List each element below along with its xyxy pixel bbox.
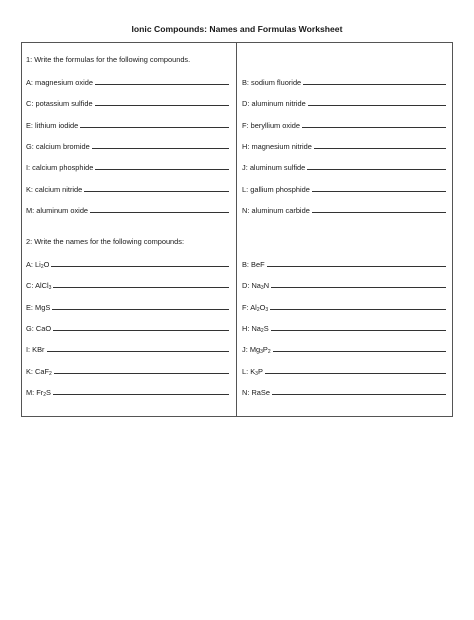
formula-symbol: CaO <box>35 324 52 333</box>
question-section2-left-3 <box>26 323 229 333</box>
compound-name: lithium iodide <box>35 121 79 130</box>
answer-blank[interactable] <box>95 98 229 106</box>
answer-blank[interactable] <box>95 162 229 170</box>
formula-symbol: RaSe <box>251 388 270 397</box>
formula-symbol: Mg <box>249 345 261 354</box>
question-label <box>26 99 93 109</box>
question-section2-left-2 <box>26 302 229 312</box>
answer-blank[interactable] <box>312 184 446 192</box>
question-label <box>242 78 301 88</box>
formula-subscript: 3 <box>255 371 258 377</box>
answer-blank[interactable] <box>80 120 229 128</box>
answer-blank[interactable] <box>90 205 229 213</box>
formula-symbol: P <box>257 367 263 376</box>
question-letter: I: <box>26 345 31 354</box>
formula-subscript: 3 <box>260 349 263 355</box>
question-label <box>242 281 269 291</box>
question-label <box>242 99 306 109</box>
formula-symbol: AlCl <box>35 281 49 290</box>
question-letter: E: <box>26 303 33 312</box>
compound-name: calcium nitride <box>35 185 83 194</box>
answer-blank[interactable] <box>265 366 446 374</box>
answer-blank[interactable] <box>92 141 229 149</box>
question-letter: N: <box>242 388 250 397</box>
question-label <box>242 163 305 173</box>
formula-symbol: Li <box>35 260 41 269</box>
formula-symbol: BeF <box>251 260 265 269</box>
question-label <box>26 303 50 313</box>
formula-subscript: 2 <box>49 371 52 377</box>
formula-subscript: 2 <box>256 307 260 313</box>
question-section2-left-0 <box>26 259 229 269</box>
question-letter: J: <box>242 345 248 354</box>
question-label <box>242 206 310 216</box>
question-letter: C: <box>26 281 34 290</box>
formula-subscript: 3 <box>265 307 269 313</box>
question-label <box>242 388 270 398</box>
question-letter: H: <box>242 142 250 151</box>
question-section1-right-5 <box>242 184 446 194</box>
answer-blank[interactable] <box>308 98 446 106</box>
question-section1-right-0 <box>242 77 446 87</box>
formula-symbol: Na <box>251 281 261 290</box>
question-section2-right-4 <box>242 344 446 354</box>
question-letter: A: <box>26 260 33 269</box>
compound-formula <box>251 388 270 397</box>
compound-name: aluminum oxide <box>36 206 89 215</box>
question-label <box>26 367 52 377</box>
answer-blank[interactable] <box>47 344 229 352</box>
compound-name: beryllium oxide <box>250 121 300 130</box>
formula-subscript: 3 <box>260 285 264 291</box>
formula-symbol: KBr <box>32 345 45 354</box>
question-label <box>242 185 310 195</box>
answer-blank[interactable] <box>53 387 229 395</box>
question-label <box>26 206 88 216</box>
question-label <box>242 345 271 355</box>
question-section2-right-6 <box>242 387 446 397</box>
answer-blank[interactable] <box>314 141 446 149</box>
formula-symbol: S <box>263 324 269 333</box>
formula-subscript: 2 <box>43 392 47 398</box>
formula-symbol: Al <box>250 303 257 312</box>
answer-blank[interactable] <box>95 77 229 85</box>
question-label <box>26 163 93 173</box>
question-section1-left-4 <box>26 162 229 172</box>
question-letter: E: <box>26 121 33 130</box>
column-divider <box>236 42 237 417</box>
formula-symbol: Fr <box>36 388 44 397</box>
question-section2-right-2 <box>242 302 446 312</box>
question-section1-right-1 <box>242 98 446 108</box>
question-section2-left-4 <box>26 344 229 354</box>
question-section1-left-1 <box>26 98 229 108</box>
formula-subscript: 2 <box>40 264 44 270</box>
question-section2-right-5 <box>242 366 446 376</box>
question-letter: I: <box>26 163 31 172</box>
question-letter: L: <box>242 185 249 194</box>
question-label <box>26 121 78 131</box>
formula-symbol: Na <box>251 324 261 333</box>
question-letter: B: <box>242 260 249 269</box>
answer-blank[interactable] <box>271 323 446 331</box>
worksheet-title: Ionic Compounds: Names and Formulas Worksheet <box>131 24 343 34</box>
question-label <box>26 345 45 355</box>
compound-formula <box>250 367 263 376</box>
question-letter: H: <box>242 324 250 333</box>
compound-formula <box>35 260 49 269</box>
formula-symbol: O <box>43 260 50 269</box>
compound-formula <box>36 388 51 397</box>
question-section1-left-2 <box>26 120 229 130</box>
formula-symbol: N <box>263 281 270 290</box>
answer-blank[interactable] <box>312 205 446 213</box>
answer-blank[interactable] <box>267 259 446 267</box>
compound-name: magnesium nitride <box>251 142 312 151</box>
question-letter: F: <box>242 121 249 130</box>
question-letter: A: <box>26 78 33 87</box>
answer-blank[interactable] <box>272 387 446 395</box>
question-label <box>26 388 51 398</box>
compound-formula <box>32 345 44 354</box>
question-label <box>242 260 265 270</box>
answer-blank[interactable] <box>271 280 446 288</box>
compound-name: potassium sulfide <box>35 99 93 108</box>
answer-blank[interactable] <box>302 120 446 128</box>
answer-blank[interactable] <box>53 323 229 331</box>
answer-blank[interactable] <box>54 366 229 374</box>
compound-name: aluminum carbide <box>251 206 310 215</box>
compound-formula <box>35 281 51 290</box>
answer-blank[interactable] <box>52 302 229 310</box>
compound-name: calcium phosphide <box>32 163 94 172</box>
answer-blank[interactable] <box>303 77 446 85</box>
section2-heading: 2: Write the names for the following compounds: <box>26 237 185 246</box>
question-section1-right-6 <box>242 205 446 215</box>
question-section2-left-6 <box>26 387 229 397</box>
answer-blank[interactable] <box>51 259 229 267</box>
formula-subscript: 2 <box>267 349 271 355</box>
question-section1-right-3 <box>242 141 446 151</box>
question-section2-right-0 <box>242 259 446 269</box>
question-label <box>26 324 51 334</box>
formula-subscript: 3 <box>48 285 52 291</box>
formula-symbol: S <box>46 388 51 397</box>
answer-blank[interactable] <box>273 344 446 352</box>
question-section1-left-5 <box>26 184 229 194</box>
question-section1-left-3 <box>26 141 229 151</box>
formula-subscript: 2 <box>260 328 264 334</box>
question-section1-right-4 <box>242 162 446 172</box>
question-letter: D: <box>242 99 250 108</box>
answer-blank[interactable] <box>270 302 446 310</box>
formula-symbol: O <box>259 303 266 312</box>
compound-formula <box>250 345 271 354</box>
answer-blank[interactable] <box>307 162 446 170</box>
question-letter: L: <box>242 367 249 376</box>
formula-symbol: K <box>250 367 256 376</box>
question-section2-left-1 <box>26 280 229 290</box>
compound-name: aluminum sulfide <box>249 163 306 172</box>
question-label <box>242 142 312 152</box>
question-section1-left-6 <box>26 205 229 215</box>
compound-formula <box>251 281 269 290</box>
question-label <box>242 303 268 313</box>
question-section2-left-5 <box>26 366 229 376</box>
question-label <box>26 260 49 270</box>
question-letter: M: <box>26 388 35 397</box>
compound-name: calcium bromide <box>35 142 90 151</box>
question-letter: K: <box>26 185 33 194</box>
compound-name: sodium fluoride <box>251 78 302 87</box>
question-letter: F: <box>242 303 249 312</box>
answer-blank[interactable] <box>53 280 229 288</box>
compound-name: aluminum nitride <box>251 99 306 108</box>
formula-symbol: CaF <box>35 367 50 376</box>
question-label <box>242 367 263 377</box>
question-letter: N: <box>242 206 250 215</box>
compound-formula <box>251 324 268 333</box>
question-label <box>26 78 93 88</box>
formula-symbol: P <box>262 345 268 354</box>
question-letter: G: <box>26 142 34 151</box>
compound-formula <box>35 303 50 312</box>
question-label <box>26 281 51 291</box>
answer-blank[interactable] <box>84 184 229 192</box>
compound-formula <box>36 324 51 333</box>
compound-formula <box>251 260 265 269</box>
compound-name: magnesium oxide <box>35 78 93 87</box>
question-letter: K: <box>26 367 33 376</box>
question-section1-left-0 <box>26 77 229 87</box>
question-label <box>242 324 269 334</box>
question-letter: C: <box>26 99 34 108</box>
question-letter: J: <box>242 163 248 172</box>
question-section1-right-2 <box>242 120 446 130</box>
question-label <box>26 185 82 195</box>
question-letter: B: <box>242 78 249 87</box>
question-letter: G: <box>26 324 34 333</box>
question-section2-right-1 <box>242 280 446 290</box>
compound-formula <box>250 303 268 312</box>
question-label <box>242 121 300 131</box>
compound-name: gallium phosphide <box>250 185 310 194</box>
question-label <box>26 142 90 152</box>
compound-formula <box>35 367 52 376</box>
formula-symbol: MgS <box>35 303 51 312</box>
question-letter: M: <box>26 206 35 215</box>
section1-heading: 1: Write the formulas for the following compounds. <box>26 55 191 64</box>
question-letter: D: <box>242 281 250 290</box>
question-section2-right-3 <box>242 323 446 333</box>
